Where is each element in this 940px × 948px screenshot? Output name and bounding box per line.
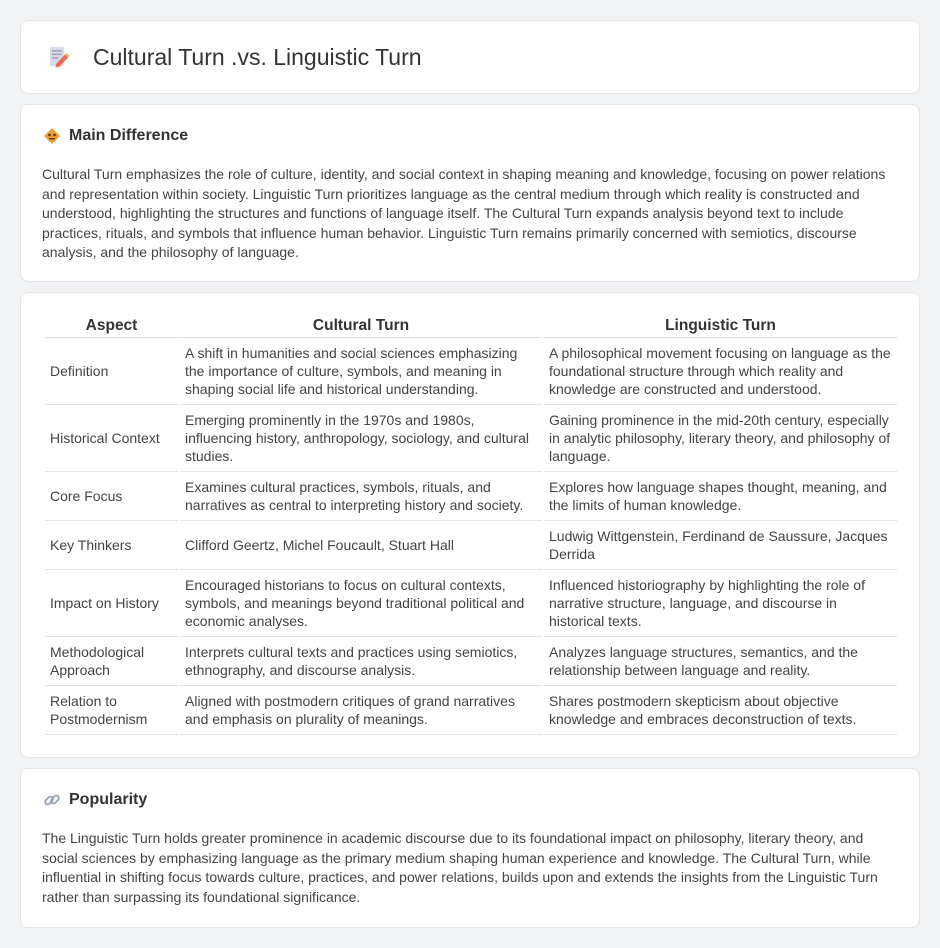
link-icon: [43, 791, 61, 809]
header-cultural-turn: Cultural Turn: [180, 315, 542, 338]
linguistic-cell: Influenced historiography by highlighting the role of narrative structure, language, and discourse in historical texts.: [544, 570, 897, 637]
table-row: [45, 472, 897, 521]
linguistic-cell: Shares postmodern skepticism about objective knowledge and embraces deconstruction of texts.: [544, 686, 897, 735]
title-card: [20, 20, 920, 94]
table-row: [45, 521, 897, 570]
main-difference-text: Cultural Turn emphasizes the role of culture, identity, and social context in shaping meaning and knowledge, focusing on power relations and representation within society. Linguistic Turn prioritizes language as the central medium through which reality is constructed and understood, highlighting the structures and functions of language itself. The Cultural Turn expands analysis beyond text to include practices, rituals, and symbols that influence human behavior. Linguistic Turn remains primarily concerned with semiotics, discourse analysis, and the philosophy of language.: [42, 166, 886, 261]
aspect-cell: Core Focus: [45, 472, 178, 521]
cultural-cell: Encouraged historians to focus on cultural contexts, symbols, and meanings beyond traditional political and economic analyses.: [180, 570, 542, 637]
cultural-cell: Interprets cultural texts and practices using semiotics, ethnography, and discourse analysis.: [180, 637, 542, 686]
table-row: [45, 570, 897, 637]
table-row: [45, 338, 897, 405]
aspect-cell: Impact on History: [45, 570, 178, 637]
aspect-cell: Relation to Postmodernism: [45, 686, 178, 735]
linguistic-cell: Explores how language shapes thought, meaning, and the limits of human knowledge.: [544, 472, 897, 521]
aspect-cell: Key Thinkers: [45, 521, 178, 570]
header-aspect: Aspect: [45, 315, 178, 338]
cultural-cell: Emerging prominently in the 1970s and 1980s, influencing history, anthropology, sociology, and cultural studies.: [180, 405, 542, 472]
page-title: Cultural Turn .vs. Linguistic Turn: [93, 43, 422, 70]
linguistic-cell: Analyzes language structures, semantics, and the relationship between language and reality.: [544, 637, 897, 686]
main-difference-section: [20, 104, 920, 282]
edit-document-icon: [47, 45, 71, 69]
popularity-heading: Popularity: [69, 791, 148, 808]
linguistic-cell: Gaining prominence in the mid-20th century, especially in analytic philosophy, literary theory, and philosophy of language.: [544, 405, 897, 472]
aspect-cell: Definition: [45, 338, 178, 405]
header-linguistic-turn: Linguistic Turn: [544, 315, 897, 338]
main-difference-heading: Main Difference: [69, 127, 189, 144]
main-difference-header: [43, 127, 188, 145]
comparison-section: [20, 292, 920, 758]
aspect-cell: Methodological Approach: [45, 637, 178, 686]
aspect-cell: Historical Context: [45, 405, 178, 472]
table-header-row: [45, 315, 897, 338]
linguistic-cell: Ludwig Wittgenstein, Ferdinand de Saussure, Jacques Derrida: [544, 521, 897, 570]
popularity-text: The Linguistic Turn holds greater prominence in academic discourse due to its foundational impact on philosophy, literary theory, and social sciences by emphasizing language as the primary medium shaping human experience and knowledge. The Cultural Turn, while influential in shifting focus towards culture, practices, and power relations, builds upon and extends the insights from the Linguistic Turn rather than surpassing its foundational significance.: [42, 830, 878, 905]
table-row: [45, 405, 897, 472]
cultural-cell: Examines cultural practices, symbols, rituals, and narratives as central to interpreting history and society.: [180, 472, 542, 521]
cultural-cell: A shift in humanities and social sciences emphasizing the importance of culture, symbols, and meaning in shaping social life and historical understanding.: [180, 338, 542, 405]
table-row: [45, 686, 897, 735]
comparison-table: [43, 315, 899, 735]
diamond-warning-icon: [43, 127, 61, 145]
linguistic-cell: A philosophical movement focusing on language as the foundational structure through which reality and knowledge are constructed and understood.: [544, 338, 897, 405]
cultural-cell: Aligned with postmodern critiques of grand narratives and emphasis on plurality of meanings.: [180, 686, 542, 735]
table-row: [45, 637, 897, 686]
cultural-cell: Clifford Geertz, Michel Foucault, Stuart Hall: [180, 521, 542, 570]
popularity-section: [20, 768, 920, 928]
popularity-header: [43, 791, 147, 809]
